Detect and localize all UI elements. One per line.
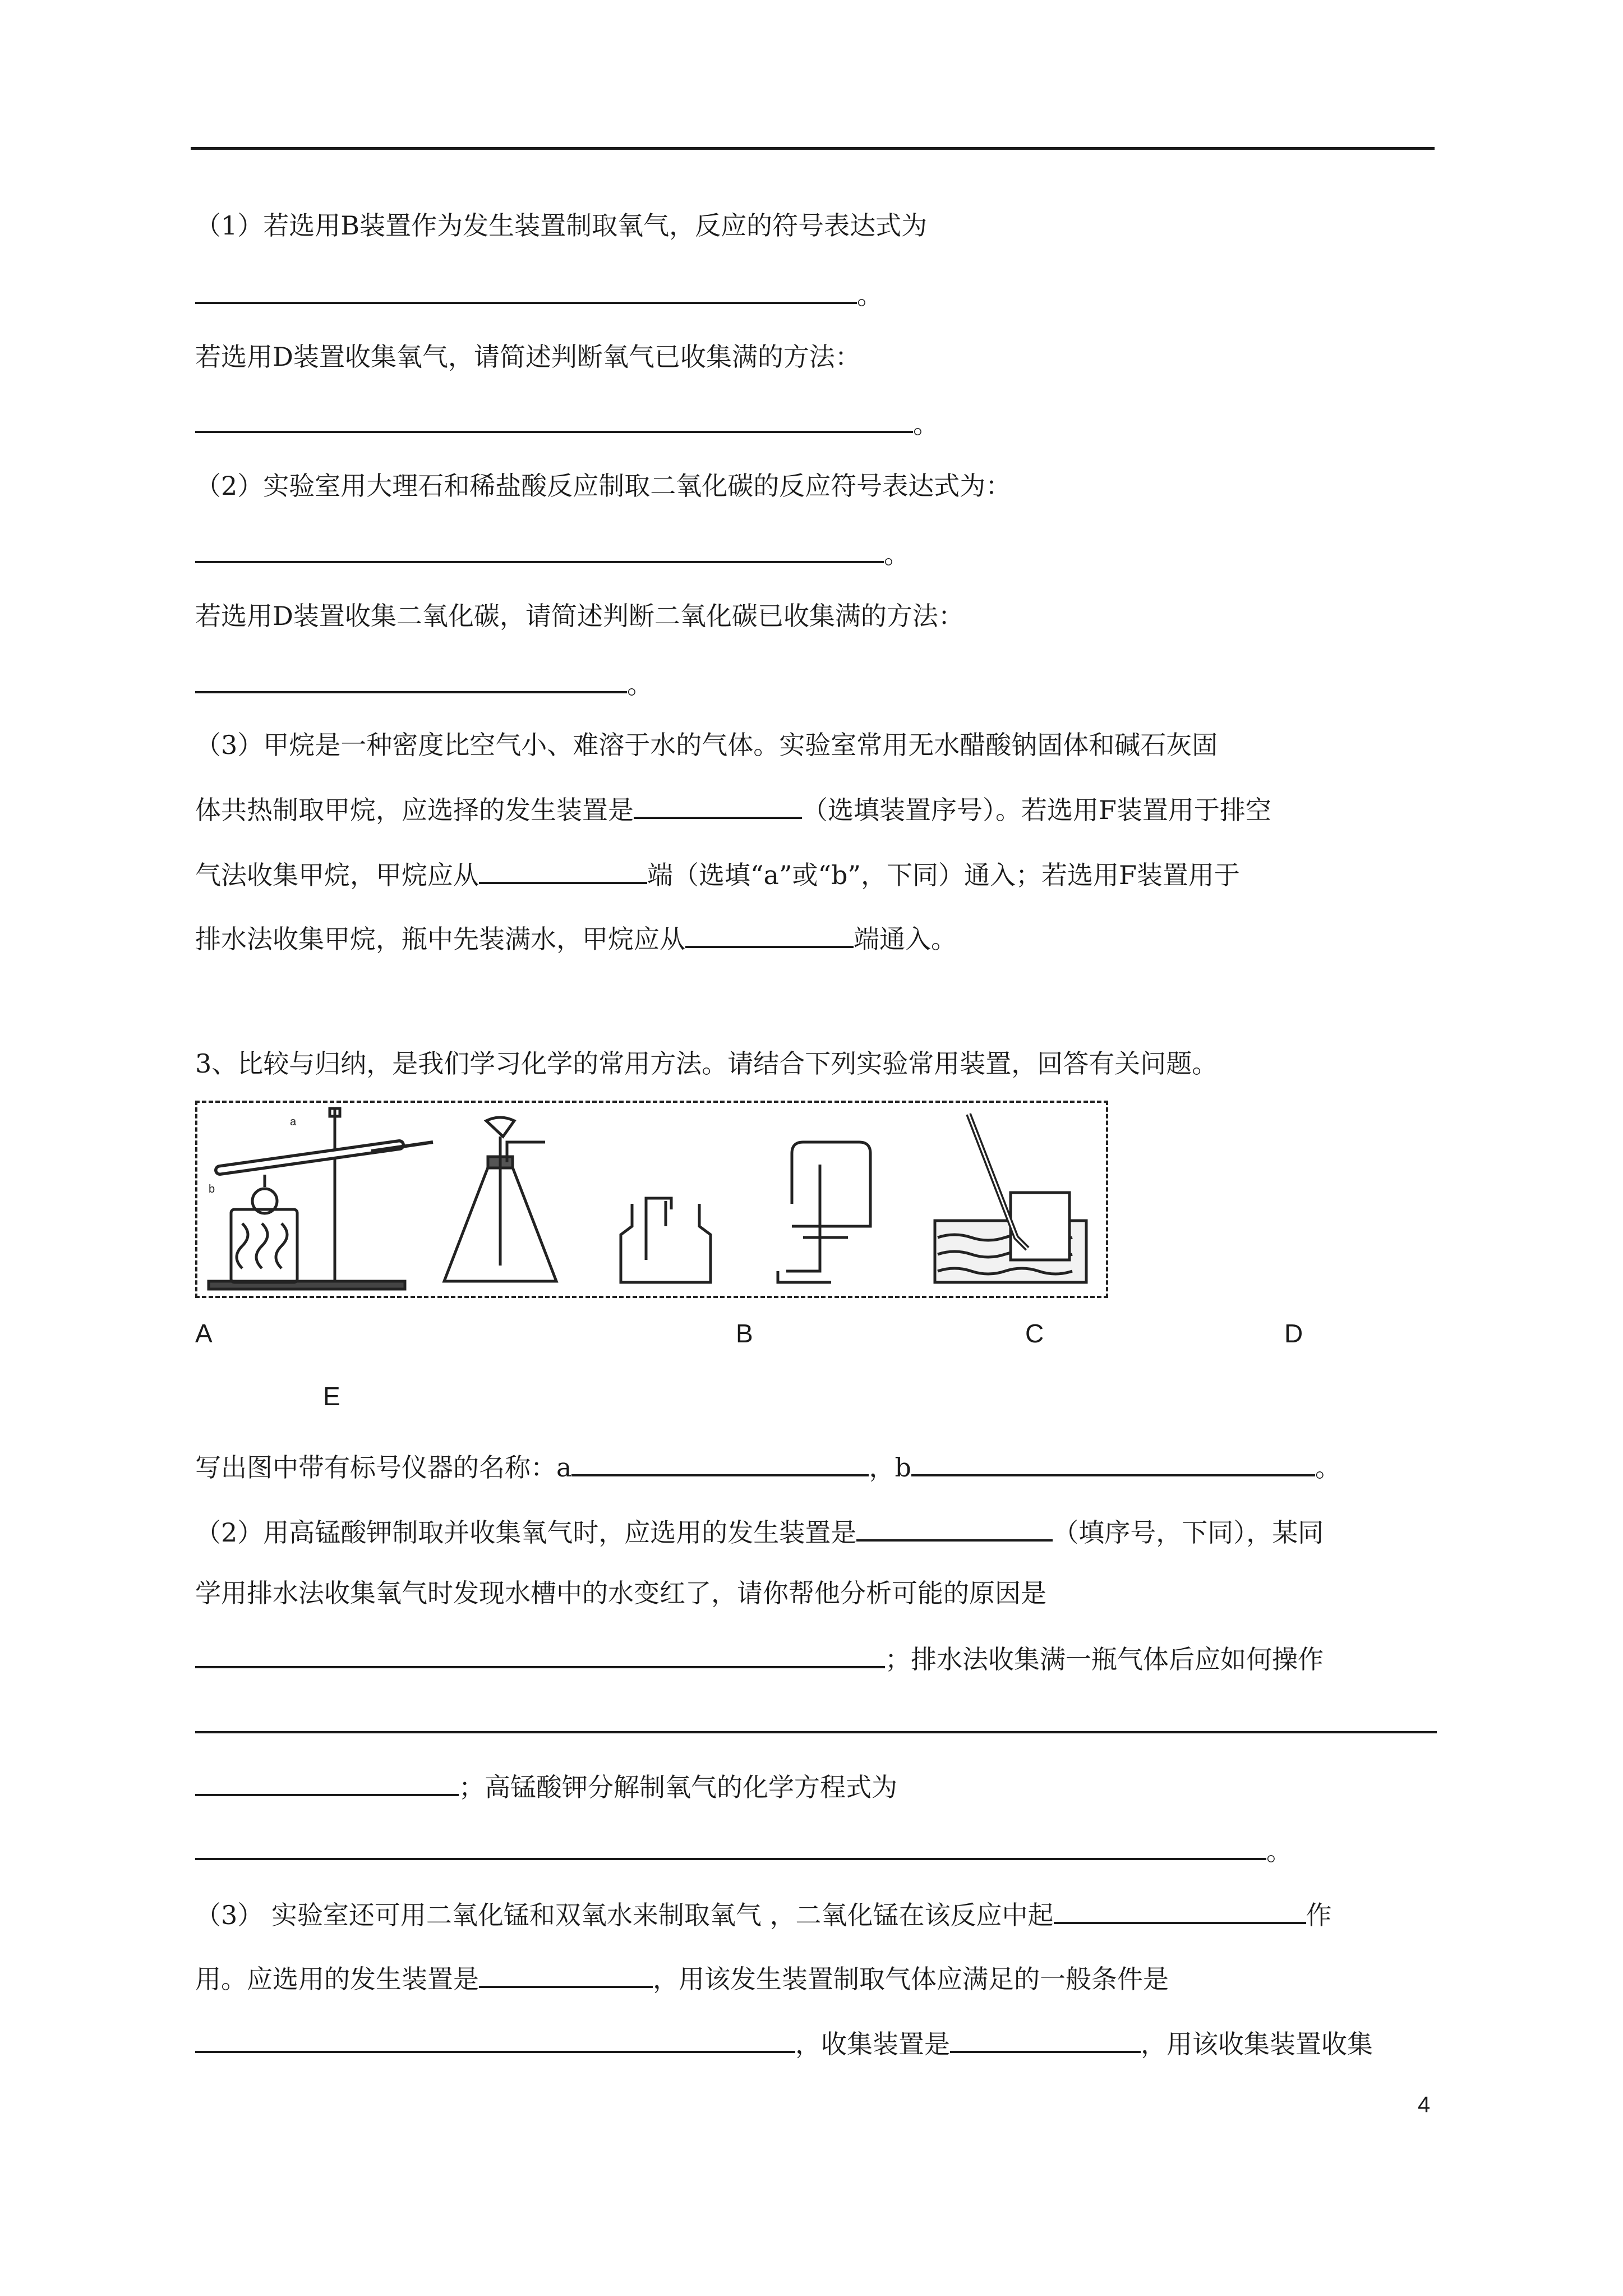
- names-line: [195, 1448, 1341, 1484]
- label-d: D: [1284, 1319, 1303, 1348]
- answer-blank[interactable]: [479, 1960, 653, 1988]
- label-a: A: [195, 1319, 213, 1348]
- answer-blank[interactable]: [195, 535, 884, 563]
- answer-blank[interactable]: [634, 791, 802, 819]
- q1-line2: [195, 276, 883, 312]
- label-e: E: [323, 1382, 340, 1411]
- answer-blank[interactable]: [195, 665, 627, 693]
- q3-text-2a: 体共热制取甲烷，应选择的发生装置是: [195, 795, 634, 825]
- q2-text-2: 若选用D装置收集二氧化碳，请简述判断二氧化碳已收集满的方法：: [195, 601, 964, 631]
- answer-blank[interactable]: [685, 920, 854, 948]
- apparatus-figure: [195, 1101, 1108, 1298]
- q1-punct-1: 。: [857, 280, 883, 310]
- apparatus-b-drawing: [444, 1117, 556, 1281]
- p2-text-2: 学用排水法收集氧气时发现水槽中的水变红了，请你帮他分析可能的原因是: [195, 1578, 1046, 1608]
- answer-blank[interactable]: [950, 2025, 1141, 2053]
- p2-punct: 。: [1266, 1836, 1292, 1866]
- q3-text-3b: 端（选填“a”或“b”，下同）通入；若选用F装置用于: [647, 860, 1240, 890]
- header-rule: [191, 147, 1435, 150]
- p3-text-1a: （3） 实验室还可用二氧化锰和双氧水来制取氧气 ，二氧化锰在该反应中起: [195, 1900, 1054, 1930]
- names-text-a: 写出图中带有标号仪器的名称：a: [195, 1452, 572, 1483]
- q3-text-4a: 排水法收集甲烷，瓶中先装满水，甲烷应从: [195, 924, 685, 954]
- section3-heading-text: 3、比较与归纳，是我们学习化学的常用方法。请结合下列实验常用装置，回答有关问题。: [195, 1048, 1218, 1079]
- p3-text-2a: 用。应选用的发生装置是: [195, 1964, 479, 1994]
- section3-heading: [195, 1047, 1218, 1080]
- q1-line4: [195, 405, 939, 441]
- q3-text-2b: （选填装置序号）。若选用F装置用于排空: [802, 795, 1271, 825]
- p3-text-3c: ，用该收集装置收集: [1141, 2029, 1373, 2059]
- answer-blank[interactable]: [195, 276, 857, 304]
- q2-line4: [195, 665, 653, 701]
- p2-line3: [195, 1640, 1324, 1676]
- names-text-b: ，b: [869, 1452, 911, 1483]
- q3-text-3a: 气法收集甲烷，甲烷应从: [195, 860, 479, 890]
- q3-text-4b: 端通入。: [854, 924, 957, 954]
- q3-line1: [195, 728, 1218, 762]
- p2-text-1b: （填序号，下同），某同: [1053, 1517, 1324, 1548]
- figure-label-b: b: [209, 1183, 215, 1195]
- p2-line6: [195, 1832, 1292, 1868]
- apparatus-drawing: [197, 1103, 1106, 1296]
- p3-line3: [195, 2025, 1373, 2061]
- answer-blank[interactable]: [571, 1448, 869, 1476]
- answer-blank[interactable]: [195, 1832, 1266, 1860]
- p3-text-1b: 作: [1306, 1900, 1332, 1930]
- answer-blank[interactable]: [911, 1448, 1315, 1476]
- q2-punct-1: 。: [884, 539, 910, 569]
- p2-line2: [195, 1576, 1046, 1610]
- q2-line1: [195, 469, 1011, 503]
- p2-line4: [195, 1705, 1437, 1741]
- q3-text-1: （3）甲烷是一种密度比空气小、难溶于水的气体。实验室常用无水醋酸钠固体和碱石灰固: [195, 730, 1218, 760]
- figure-label-a: a: [290, 1116, 297, 1128]
- p2-text-3b: ；排水法收集满一瓶气体后应如何操作: [885, 1644, 1324, 1674]
- q1-line1: [195, 209, 927, 242]
- q3-line4: [195, 920, 957, 956]
- p2-text-1a: （2）用高锰酸钾制取并收集氧气时，应选用的发生装置是: [195, 1517, 857, 1548]
- q3-line2: [195, 791, 1271, 827]
- q1-text-1: （1）若选用B装置作为发生装置制取氧气，反应的符号表达式为: [195, 210, 928, 241]
- p3-text-2b: ，用该发生装置制取气体应满足的一般条件是: [653, 1964, 1169, 1994]
- answer-blank[interactable]: [195, 405, 913, 433]
- p2-text-5b: ；高锰酸钾分解制氧气的化学方程式为: [459, 1772, 897, 1802]
- label-c: C: [1025, 1319, 1044, 1348]
- page-number: 4: [1418, 2092, 1431, 2117]
- p2-line5: [195, 1768, 897, 1804]
- answer-blank[interactable]: [195, 1768, 459, 1796]
- names-punct: 。: [1315, 1452, 1341, 1483]
- q2-line3: [195, 599, 964, 633]
- answer-blank[interactable]: [195, 2025, 795, 2053]
- apparatus-c-drawing: [621, 1198, 711, 1282]
- q1-punct-2: 。: [913, 409, 939, 439]
- label-b: B: [736, 1319, 753, 1348]
- p3-text-3b: ，收集装置是: [795, 2029, 950, 2059]
- q2-text-1: （2）实验室用大理石和稀盐酸反应制取二氧化碳的反应符号表达式为：: [195, 471, 1012, 501]
- apparatus-a-drawing: [209, 1108, 433, 1289]
- answer-blank[interactable]: [195, 1640, 885, 1668]
- apparatus-d-drawing: [778, 1142, 870, 1282]
- q1-text-2: 若选用D装置收集氧气，请简述判断氧气已收集满的方法：: [195, 342, 861, 372]
- q2-line2: [195, 535, 910, 571]
- answer-blank[interactable]: [1054, 1896, 1306, 1924]
- q3-line3: [195, 856, 1240, 892]
- answer-blank[interactable]: [195, 1705, 1437, 1733]
- answer-blank[interactable]: [479, 856, 647, 884]
- answer-blank[interactable]: [856, 1513, 1053, 1542]
- q1-line3: [195, 340, 861, 374]
- p3-line2: [195, 1960, 1169, 1996]
- q2-punct-2: 。: [627, 669, 653, 700]
- p3-line1: [195, 1896, 1332, 1932]
- p2-line1: [195, 1513, 1324, 1549]
- apparatus-e-drawing: [935, 1114, 1086, 1282]
